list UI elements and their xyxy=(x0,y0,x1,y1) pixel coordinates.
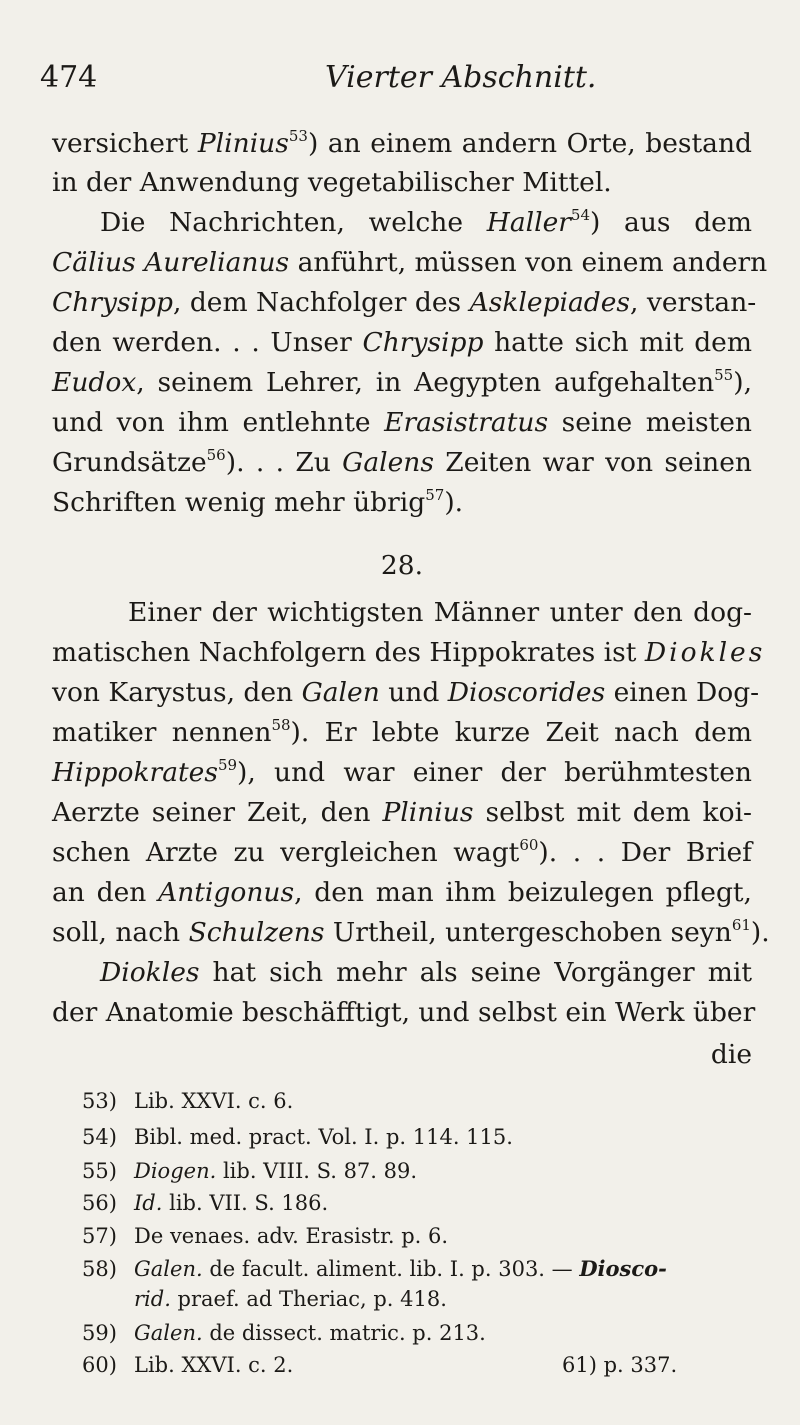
text-line: versichert Plinius$^{53}$) an einem andern Orte, bestand xyxy=(52,127,752,159)
text-line: Diokles hat sich mehr als seine Vorgänger mit xyxy=(100,957,752,988)
section-number: 28. xyxy=(380,550,424,581)
text-line: Cälius Aurelianus anführt, müssen von einem andern xyxy=(52,247,768,278)
text-line: Hippokrates$^{59}$), und war einer der berühmtesten xyxy=(52,756,752,788)
text-line: Chrysipp, dem Nachfolger des Asklepiades, verstan- xyxy=(52,287,757,318)
text-line: Einer der wichtigsten Männer unter den dog- xyxy=(128,597,752,628)
footnote: 56) Id. lib. VII. S. 186. xyxy=(82,1191,329,1215)
text-line: der Anatomie beschäfftigt, und selbst ein Werk über xyxy=(52,997,756,1028)
text-line: den werden. . . Unser Chrysipp hatte sich mit dem xyxy=(52,327,752,358)
text-line: matiker nennen$^{58}$). Er lebte kurze Zeit nach dem xyxy=(52,716,752,748)
catchword: die xyxy=(710,1039,752,1070)
footnote: 59) Galen. de dissect. matric. p. 213. xyxy=(82,1321,486,1345)
page-header xyxy=(40,60,760,104)
footnote: 53) Lib. XXVI. c. 6. xyxy=(82,1089,294,1113)
text-line: von Karystus, den Galen und Dioscorides einen Dog- xyxy=(52,677,760,708)
footnote: 60) Lib. XXVI. c. 2. 61) p. 337. xyxy=(82,1350,762,1380)
footnote: 57) De venaes. adv. Erasistr. p. 6. xyxy=(82,1224,449,1248)
page-number: 474 xyxy=(40,60,98,95)
text-line: schen Arzte zu vergleichen wagt$^{60}$). . . Der Brief xyxy=(52,836,752,868)
text-line: und von ihm entlehnte Erasistratus seine meisten xyxy=(52,407,753,438)
footnote: 55) Diogen. lib. VIII. S. 87. 89. xyxy=(82,1159,418,1183)
footnote-continuation: rid. praef. ad Theriac, p. 418. xyxy=(134,1287,447,1311)
running-title: Vierter Abschnitt. xyxy=(325,60,597,95)
text-line: Die Nachrichten, welche Haller$^{54}$) aus dem xyxy=(100,206,752,238)
text-line: an den Antigonus, den man ihm beizulegen pflegt, xyxy=(52,877,752,908)
text-line: Eudox, seinem Lehrer, in Aegypten aufgehalten$^{55}$), xyxy=(52,366,752,398)
text-line: in der Anwendung vegetabilischer Mittel. xyxy=(52,167,612,198)
text-line: soll, nach Schulzens Urtheil, untergeschoben seyn$^{61}$). xyxy=(52,916,770,948)
footnote: 54) Bibl. med. pract. Vol. I. p. 114. 115. xyxy=(82,1125,513,1149)
text-line: matischen Nachfolgern des Hippokrates ist Diokles xyxy=(52,637,766,668)
footnote-61: 61) p. 337. xyxy=(562,1353,678,1377)
footnote: 58) Galen. de facult. aliment. lib. I. p. 303. — Diosco- xyxy=(82,1256,667,1281)
text-line: Schriften wenig mehr übrig$^{57}$). xyxy=(52,486,464,518)
text-line: Grundsätze$^{56}$). . . Zu Galens Zeiten war von seinen xyxy=(52,446,752,478)
text-line: Aerzte seiner Zeit, den Plinius selbst mit dem koi- xyxy=(52,797,752,828)
